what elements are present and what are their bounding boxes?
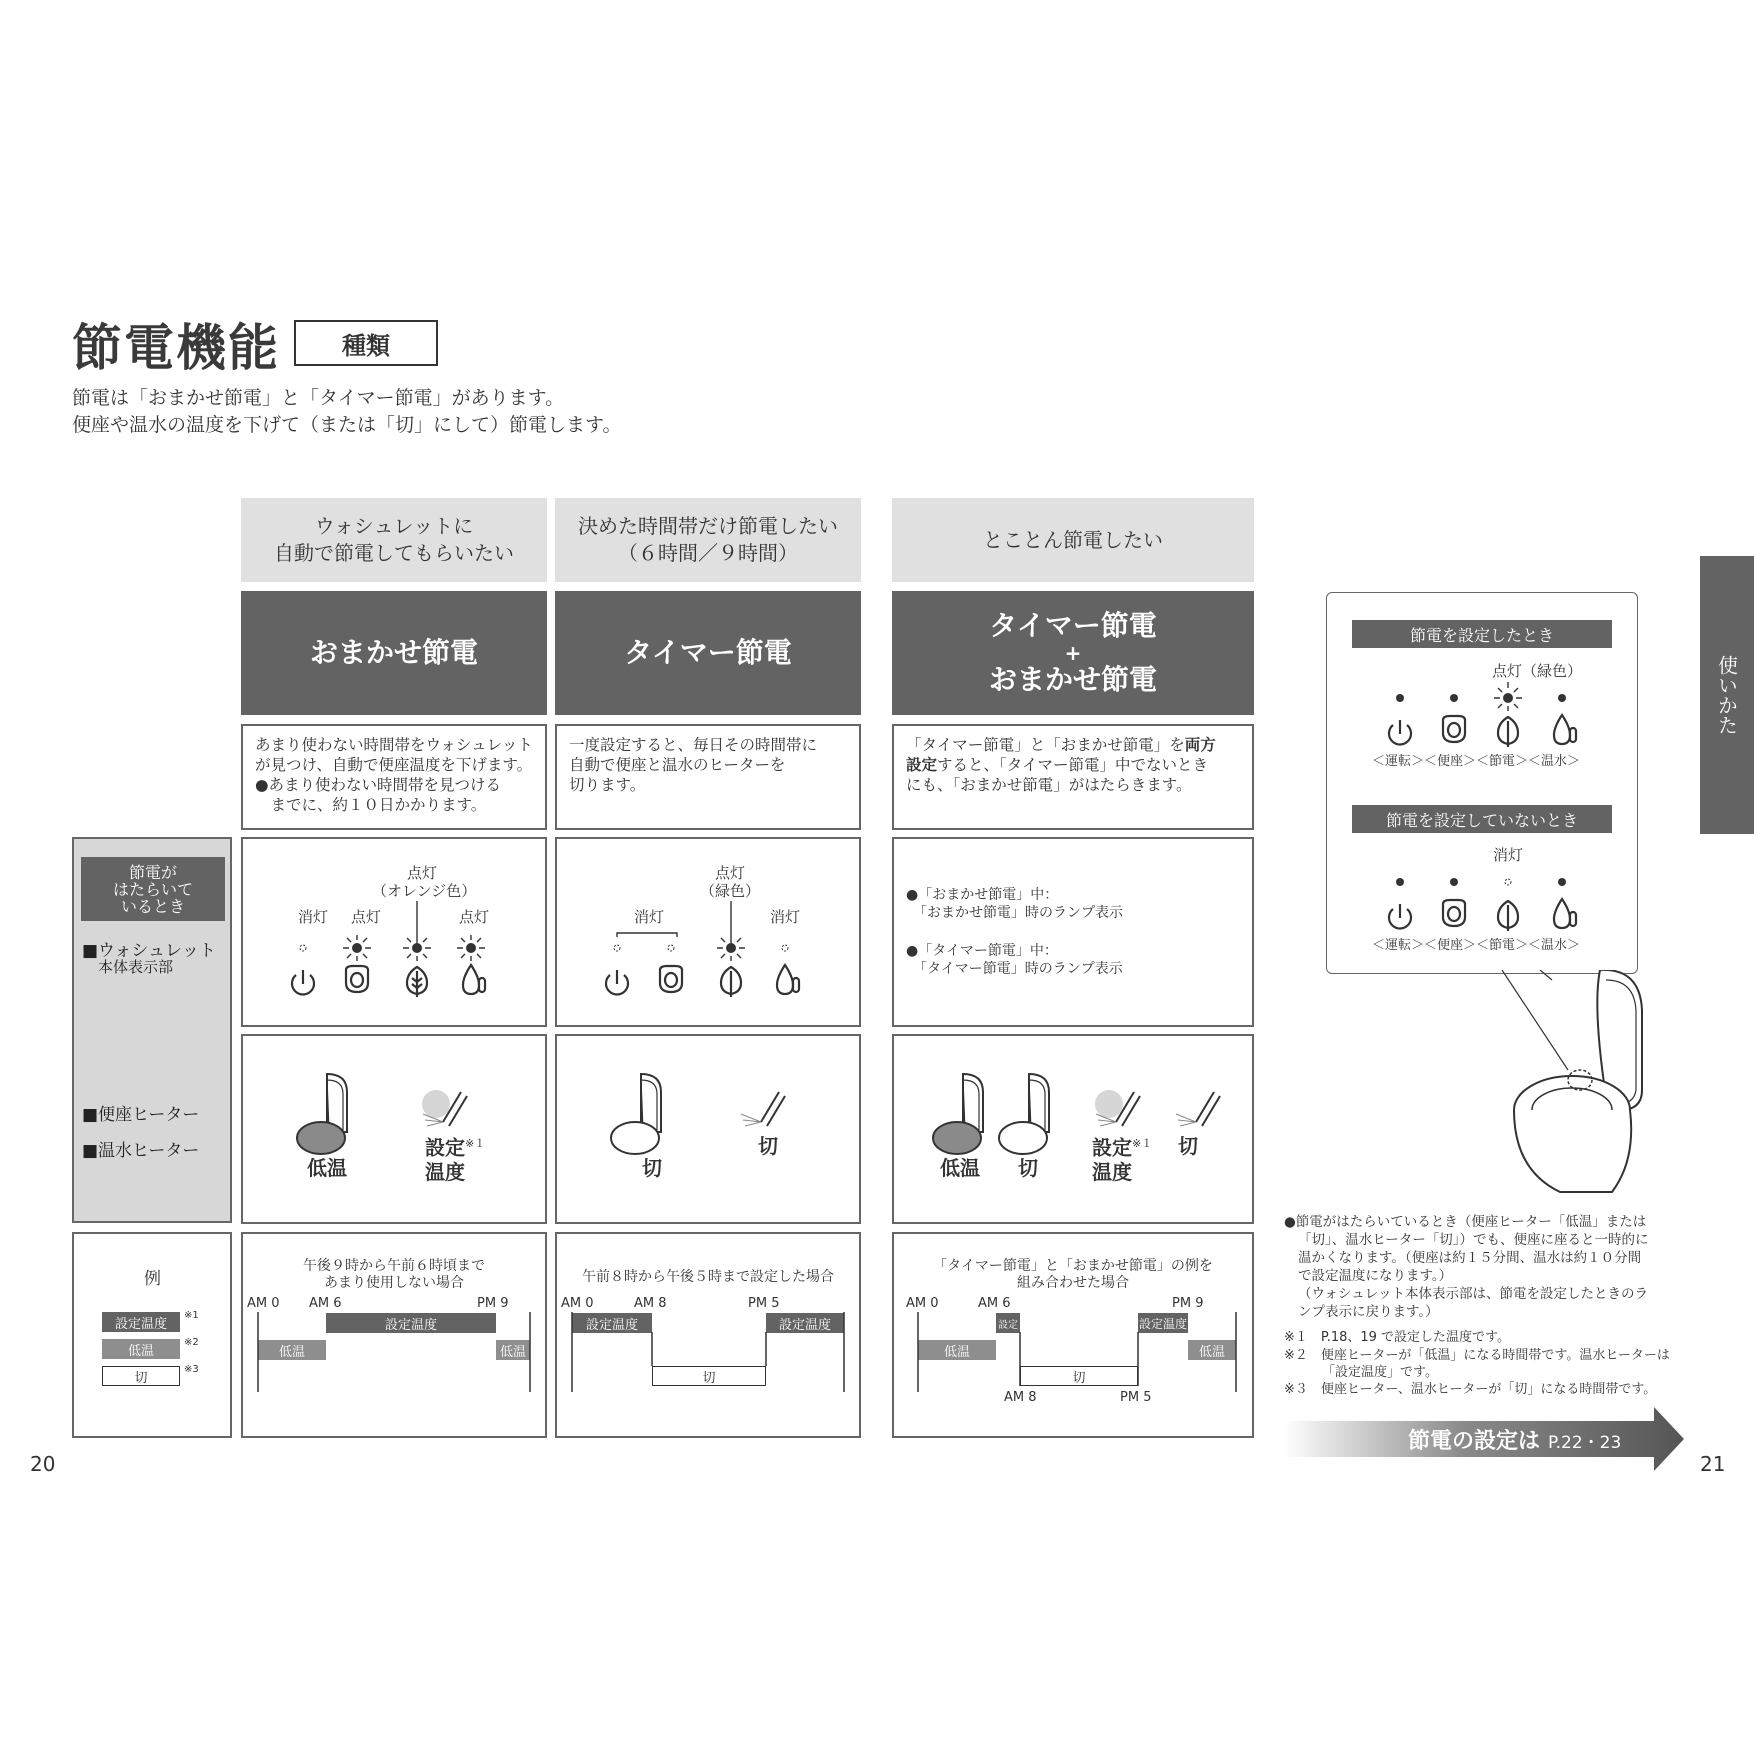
need-header-2: 決めた時間帯だけ節電したい （６時間／９時間） — [555, 498, 861, 582]
panel-buttons-2: ＜運転＞＜便座＞＜節電＞＜温水＞ — [1372, 938, 1581, 953]
tl1-pm9: PM 9 — [477, 1296, 509, 1311]
note-1: ※１ P.18、19 で設定した温度です。 — [1284, 1330, 1511, 1345]
power-icon — [606, 970, 628, 994]
heater-label-off-3b: 切 — [1178, 1134, 1198, 1158]
lamp-label-eco-orange: 点灯 （オレンジ色） — [372, 864, 477, 900]
example-box — [72, 1232, 232, 1438]
legend-off: 切 — [102, 1366, 180, 1386]
mode-timer: タイマー節電 — [555, 591, 861, 715]
heater-icons-svg — [241, 1034, 1255, 1224]
side-label-working: 節電が はたらいて いるとき — [81, 857, 225, 921]
combined-lamp-text: ●「おまかせ節電」中： 「おまかせ節電」時のランプ表示 ●「タイマー節電」中： 「タイマー節電」時のランプ表示 — [906, 887, 1123, 977]
heater-label-set-3: 設定$^{※1}$ 温度 — [1092, 1135, 1153, 1184]
tl3-bar-low-a: 低温 — [918, 1340, 996, 1360]
tl2-am0: AM 0 — [561, 1296, 594, 1311]
lamp-label-water-on: 点灯 — [458, 908, 489, 926]
panel-icons-svg — [1326, 592, 1638, 974]
tl2-pm5: PM 5 — [748, 1296, 780, 1311]
side-water-heater: ■温水ヒーター — [82, 1141, 200, 1161]
panel-unset-title: 節電を設定していないとき — [1352, 805, 1612, 833]
note-2b: 「設定温度」です。 — [1322, 1365, 1438, 1380]
tl2-bar-off: 切 — [652, 1366, 766, 1386]
legend-set-temp: 設定温度 — [102, 1312, 180, 1332]
mode-combined: タイマー節電 + おまかせ節電 — [892, 591, 1254, 715]
tl3-pm9: PM 9 — [1172, 1296, 1204, 1311]
tl3-pm5: PM 5 — [1120, 1390, 1152, 1405]
tl3-bar-low-b: 低温 — [1188, 1340, 1236, 1360]
heater-label-low-1: 低温 — [307, 1156, 347, 1180]
lamp-label-power-off: 消灯 — [297, 908, 328, 926]
title-badge: 種類 — [294, 320, 438, 366]
timeline-caption-3: 「タイマー節電」と「おまかせ節電」の例を 組み合わせた場合 — [933, 1258, 1213, 1291]
power-icon — [292, 970, 314, 994]
note-3: ※３ 便座ヒーター、温水ヒーターが「切」になる時間帯です。 — [1284, 1382, 1657, 1397]
intro-line-2: 便座や温水の温度を下げて（または「切」にして）節電します。 — [72, 414, 622, 436]
page-number-left: 20 — [30, 1452, 56, 1476]
page-title: 節電機能 — [72, 319, 280, 377]
side-display-sub: 本体表示部 — [98, 958, 174, 976]
note-main: ●節電がはたらいているとき（便座ヒーター「低温」または 「切」、温水ヒーター「切」）でも、便座に座ると一時的に 温かくなります。（便座は約１５分間、温水は約１０分間 で設定温度になります。） （ウォシュレット本体表示部は、節電を設定したときのラ ンプ表示に戻ります。） — [1284, 1214, 1649, 1320]
tl3-am6: AM 6 — [978, 1296, 1011, 1311]
tl1-bar-low-a: 低温 — [258, 1340, 326, 1360]
lamp-label-eco-green: 点灯 （緑色） — [699, 864, 760, 900]
section-tab[interactable]: 使いかた — [1700, 556, 1754, 834]
leaf-icon — [721, 967, 741, 997]
timeline-caption-1: 午後９時から午前６時頃まで あまり使用しない場合 — [303, 1258, 485, 1291]
legend-mark-3: ※3 — [184, 1364, 199, 1375]
tl1-bar-set: 設定温度 — [326, 1313, 496, 1333]
legend-low: 低温 — [102, 1339, 180, 1359]
need-header-3: とことん節電したい — [892, 498, 1254, 582]
tl1-am6: AM 6 — [309, 1296, 342, 1311]
page-number-right: 21 — [1700, 1452, 1726, 1476]
tl3-am0: AM 0 — [906, 1296, 939, 1311]
seat-icon — [346, 966, 368, 992]
tl3-bar-set-b: 設定温度 — [1138, 1313, 1188, 1333]
tl1-bar-low-b: 低温 — [496, 1340, 530, 1360]
tl1-axis — [241, 1232, 547, 1438]
panel-off: 消灯 — [1493, 846, 1524, 864]
toilet-illustration — [1500, 970, 1650, 1200]
heater-label-off-2a: 切 — [642, 1156, 662, 1180]
seat-icon — [660, 966, 682, 992]
heater-label-set-1: 設定$^{※1}$ 温度 — [425, 1135, 486, 1184]
legend-mark-2: ※2 — [184, 1337, 199, 1348]
lamp-label-water-off: 消灯 — [769, 908, 800, 926]
note-2a: ※２ 便座ヒーターが「低温」になる時間帯です。温水ヒーターは — [1284, 1348, 1670, 1363]
lamp-icons-svg — [241, 837, 861, 1027]
tl2-bar-set-a: 設定温度 — [572, 1313, 652, 1333]
need-header-1: ウォシュレットに 自動で節電してもらいたい — [241, 498, 547, 582]
heater-label-off-2b: 切 — [758, 1134, 778, 1158]
water-temp-icon — [463, 965, 485, 994]
tl3-bar-set-a: 設定 — [996, 1313, 1020, 1333]
link-label[interactable]: 節電の設定は P.22・23 — [1408, 1429, 1622, 1454]
panel-set-title: 節電を設定したとき — [1352, 620, 1612, 648]
desc-omakase: あまり使わない時間帯をウォシュレット が見つけ、自動で便座温度を下げます。 ●あまり使わない時間帯を見つける までに、約１０日かかります。 — [241, 724, 547, 830]
timeline-caption-2: 午前８時から午後５時まで設定した場合 — [582, 1269, 834, 1285]
panel-buttons-1: ＜運転＞＜便座＞＜節電＞＜温水＞ — [1372, 754, 1581, 769]
tl1-am0: AM 0 — [247, 1296, 280, 1311]
desc-timer: 一度設定すると、毎日その時間帯に 自動で便座と温水のヒーターを 切ります。 — [555, 724, 861, 830]
legend-mark-1: ※1 — [184, 1310, 199, 1321]
lamp-label-seat-on: 点灯 — [350, 908, 381, 926]
tl2-axis — [555, 1232, 861, 1438]
mode-omakase: おまかせ節電 — [241, 591, 547, 715]
tl3-axis — [892, 1232, 1254, 1438]
desc-combined: 「タイマー節電」と「おまかせ節電」を両方 設定すると、「タイマー節電」中でないとき にも、「おまかせ節電」がはたらきます。 — [892, 724, 1254, 830]
panel-on-green: 点灯（緑色） — [1492, 662, 1583, 680]
heater-label-off-3a: 切 — [1018, 1156, 1038, 1180]
heater-label-low-3: 低温 — [940, 1156, 980, 1180]
tl2-am8: AM 8 — [634, 1296, 667, 1311]
leaf-icon — [407, 967, 427, 997]
intro-line-1: 節電は「おまかせ節電」と「タイマー節電」があります。 — [72, 387, 565, 409]
side-display-title: ■ウォシュレット — [82, 941, 216, 961]
tl3-am8: AM 8 — [1004, 1390, 1037, 1405]
side-seat-heater: ■便座ヒーター — [82, 1105, 200, 1125]
example-label: 例 — [144, 1269, 161, 1289]
lamp-label-power-seat-off: 消灯 — [633, 908, 664, 926]
tl2-bar-set-b: 設定温度 — [766, 1313, 844, 1333]
water-temp-icon — [777, 965, 799, 994]
tl3-bar-off: 切 — [1020, 1366, 1138, 1386]
